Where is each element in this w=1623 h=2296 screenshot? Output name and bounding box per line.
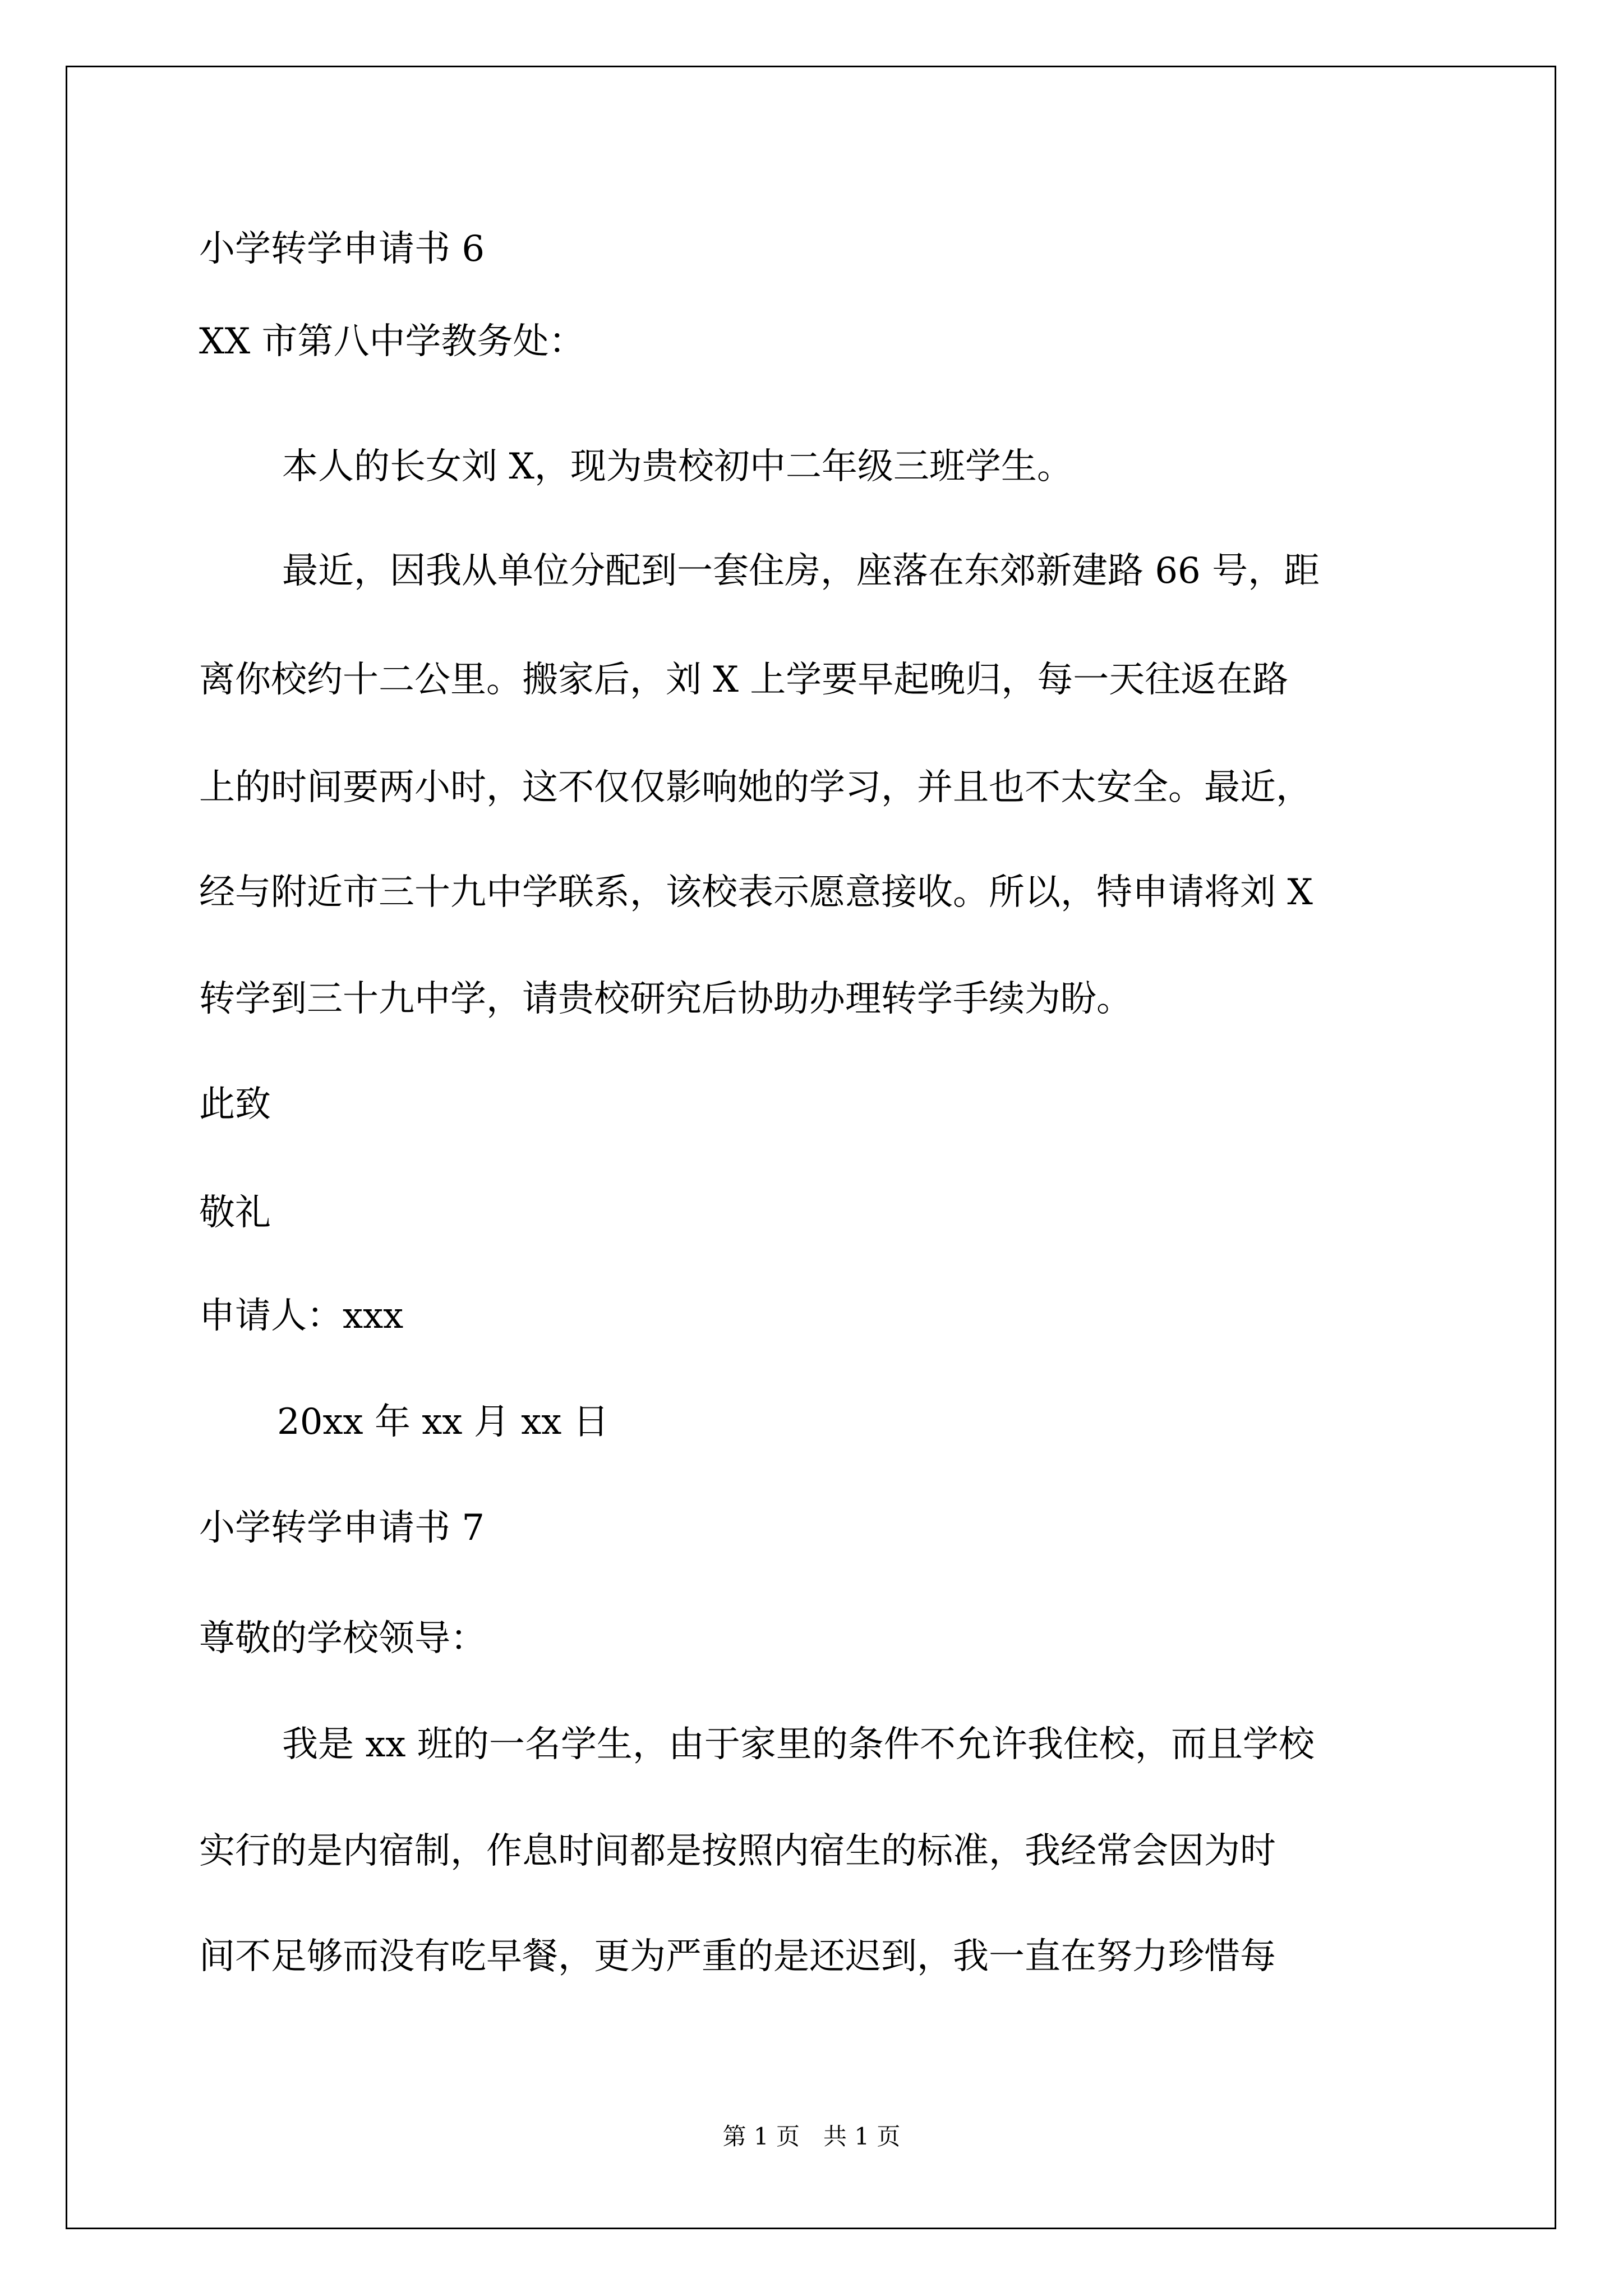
paragraph-line: 离你校约十二公里。搬家后，刘 X 上学要早起晚归，每一天往返在路 xyxy=(199,659,1289,701)
page-border xyxy=(66,66,1556,2229)
paragraph-line: 上的时间要两小时，这不仅仅影响她的学习，并且也不太安全。最近， xyxy=(199,767,1312,808)
paragraph-line: 实行的是内宿制，作息时间都是按照内宿生的标准，我经常会因为时 xyxy=(199,1830,1276,1872)
applicant-line: 申请人：xxx xyxy=(199,1295,404,1337)
salutation-letter-6: XX 市第八中学教务处： xyxy=(199,321,585,362)
paragraph-line: 我是 xx 班的一名学生，由于家里的条件不允许我住校，而且学校 xyxy=(282,1724,1315,1765)
paragraph-line: 本人的长女刘 X，现为贵校初中二年级三班学生。 xyxy=(282,446,1073,487)
paragraph-line: 最近，因我从单位分配到一套住房，座落在东郊新建路 66 号，距 xyxy=(282,550,1320,592)
heading-letter-6: 小学转学申请书 6 xyxy=(199,228,485,270)
heading-letter-7: 小学转学申请书 7 xyxy=(199,1507,485,1549)
closing-cizhi: 此致 xyxy=(199,1084,271,1125)
date-line: 20xx 年 xx 月 xx 日 xyxy=(277,1401,609,1443)
paragraph-line: 转学到三十九中学，请贵校研究后协助办理转学手续为盼。 xyxy=(199,978,1132,1020)
page-footer: 第 1 页 共 1 页 xyxy=(722,2123,901,2150)
closing-jingli: 敬礼 xyxy=(199,1192,271,1234)
paragraph-line: 间不足够而没有吃早餐，更为严重的是还迟到，我一直在努力珍惜每 xyxy=(199,1936,1276,1977)
salutation-letter-7: 尊敬的学校领导： xyxy=(199,1618,486,1659)
paragraph-line: 经与附近市三十九中学联系，该校表示愿意接收。所以，特申请将刘 X xyxy=(199,872,1313,913)
